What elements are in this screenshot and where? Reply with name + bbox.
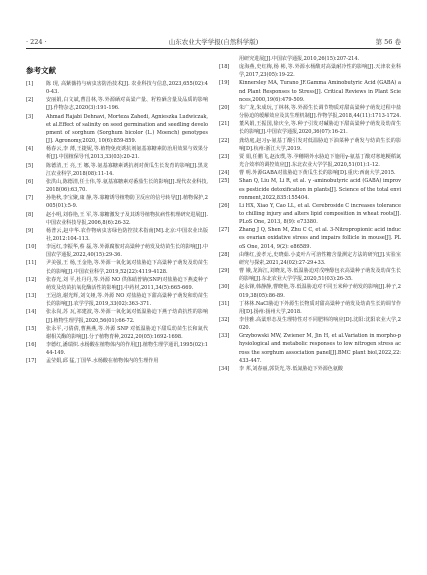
reference-entry	[26, 162, 208, 178]
reference-number: [ 15 ]	[26, 325, 36, 333]
reference-text: Li HX, Xiao Y, Cao LL, et al. Cerebroside C increases tolerance to chilling injury and alters lipid composition in wheat roots[J]. PLoS One, 2013, 8(9): e73380.	[239, 202, 401, 226]
reference-text: 王冠韵,谢光辉,刘文娅,等.外源 NO 对盐胁迫下甜高粱种子萌发和幼苗生长的影响[J].农学学报,2019,33(02):363-371.	[46, 293, 208, 308]
reference-text: Ahmad Rajabi Dehnavi, Morteza Zahedi, Agnieszka Ludwiczak,et al.Effect of salinity on seed germination and seedling development of sorghum (Sorghum bicolor (L.) Moench) genotypes[J]. Agronomy,2020, 10(6):859-859.	[46, 113, 208, 145]
reference-entry	[219, 267, 401, 283]
reference-text: 用研究进展[J].中国农学通报,2010,26(15):207-214.	[239, 56, 360, 62]
reference-entry	[219, 153, 401, 169]
reference-number: [ 31 ]	[219, 300, 229, 308]
reference-number: [ 2 ]	[26, 96, 33, 104]
references-heading: 参考文献	[26, 66, 56, 75]
reference-text: 曹 明.外源GABA对盐胁迫下黄瓜生长的影响[D].重庆:西南大学,2015.	[239, 170, 396, 177]
reference-number: [ 34 ]	[219, 365, 229, 373]
reference-number: [ 24 ]	[219, 169, 229, 177]
references-left-column	[26, 80, 208, 365]
reference-text: 孟莹娟,邱 猛,丁国华.水杨酸在植物体内的生理作用	[46, 358, 159, 365]
reference-entry	[219, 169, 401, 177]
reference-text: 曹 娥,龙海江,刘晓龙,等.低温胁迫对戊唑醇包衣高粱种子萌发及幼苗生长的影响[J].东北农业大学学报,2020,51(03):26-35.	[239, 268, 401, 283]
reference-entry	[26, 194, 208, 210]
reference-text: 丁林林.NaCl胁迫下外源生长物质对甜高粱种子萌发及幼苗生长的调节作用[D].扬州:扬州大学,2018.	[239, 300, 401, 315]
reference-number: [ 12 ]	[26, 276, 36, 284]
reference-entry	[219, 365, 401, 373]
volume-label: 第 56 卷	[375, 38, 401, 46]
reference-entry	[219, 177, 401, 201]
reference-text: 杨普云,赵中华.农作物病虫害绿色防控技术指南[M].北京:中国农业出版社,2012:104-113.	[46, 227, 208, 242]
reference-number: [ 3 ]	[26, 113, 33, 121]
reference-text: 贾 娟,任鹏飞,赵汝璞,等.孕穗期外水胁迫下施用γ-氨基丁酸对寒地粳稻氮光合效率的调控效应[J].东北农业大学学报,2020,51(01):1-12.	[239, 153, 401, 169]
reference-entry	[26, 259, 208, 275]
reference-number: [ 6 ]	[26, 178, 33, 186]
reference-text: Shan Q, Liu M, Li R, et al. γ -aminobutyric acid (GABA) improves pesticide detoxification in plants[J]. Science of the total environment,2022,835:155404.	[239, 178, 401, 201]
reference-number: [ 18 ]	[219, 63, 229, 71]
reference-number: [ 33 ]	[219, 332, 229, 340]
reference-text: 安丽娟,白文斌,曹昌林,等.外源硒对高粱产量、籽粒硒含量及品质的影响[J].作物杂志,2020(3):191-196.	[46, 97, 208, 112]
reference-entry	[26, 178, 208, 194]
reference-text: Zhang J Q, Shen M, Zhu C C, et al. 3-Nitropropionic acid induces ovarian oxidative stress and impairs follicle in mouse[J]. PLoS One, 2014, 9(2): e86589.	[239, 227, 401, 250]
reference-entry	[26, 211, 208, 227]
reference-number: [ 8 ]	[26, 211, 33, 219]
reference-entry	[26, 325, 208, 341]
reference-number: [ 17 ]	[26, 357, 36, 365]
reference-number: [ 28 ]	[219, 251, 229, 259]
reference-number: [ 22 ]	[219, 137, 229, 145]
reference-entry	[219, 316, 401, 332]
reference-number: [ 10 ]	[26, 243, 36, 251]
reference-entry	[219, 104, 401, 120]
reference-number: [ 14 ]	[26, 308, 36, 316]
reference-text: 赵小明,刘春艳,王 军,等.寡糖激发子及其诱导植物抗病性机理研究进展[J].中国农业科技导报,2006,8(6):26-32.	[46, 211, 208, 226]
reference-text: 杨春云,李 薄,王捷妮,等.植物免疫诱抗剂氨基寡糖素防治用效果与效果分析[J].中国植保导刊,2013,33(03):20-21.	[46, 146, 208, 161]
reference-entry	[26, 308, 208, 324]
reference-number: [ 19 ]	[219, 79, 229, 87]
reference-text: 陈 现, 高紫薇持与病虫害防治技术[J]. 农业科技与信息,2023,655(02):40-43.	[46, 81, 208, 96]
reference-text: 庞海燕,史红梅,杨 彬,等.外源水杨酸对高粱耐冷性的影响[J].天津农业科学,2017,23(05):19-22.	[239, 64, 401, 79]
reference-entry	[219, 300, 401, 316]
reference-entry	[219, 55, 401, 63]
reference-text: 董风娟,王振国,徐庆全,等.种子引发对碱胁迫下甜高粱种子萌发及幼苗生长的影响[J].中国农学通报,2020,36(07):16-21.	[239, 121, 401, 136]
running-header	[26, 36, 401, 49]
reference-text: Grzybowski MW, Zwiener M, Jin H, et al.Variation in morpho-physiological and metabolic responses to low nitrogen stress across the sorghum association panel[J].BMC plant biol,2022,22:433-447.	[239, 333, 401, 364]
reference-text: 李远红,李振华,蔡 磊,等.外源腐胺对高粱种子萌发及幼苗生长的影响[J].中国农学通报,2022,40(15):29-36.	[46, 244, 208, 259]
reference-entry	[26, 341, 208, 357]
reference-entry	[26, 227, 208, 243]
reference-number: [ 21 ]	[219, 120, 229, 128]
reference-number: [ 20 ]	[219, 104, 229, 112]
reference-text: 李 邦,刘春丽,郭货光,等.低氮胁迫下外源色氨酸	[239, 365, 343, 372]
reference-number: [ 7 ]	[26, 194, 33, 202]
reference-number: [ 11 ]	[26, 259, 36, 267]
reference-number: [ 16 ]	[26, 341, 36, 349]
reference-number: [ 26 ]	[219, 202, 229, 210]
reference-text: 孙艳秋,李宝聚,康 静,等.寡糖诱导植物防卫反应的信号转导[J].植物保护,2005(01):5-9.	[46, 195, 208, 210]
reference-text: 尹美强,王 杨,王金艳,等.外源一氧化氮对盐胁迫下高粱种子萌发及幼苗生长的影响[J].中国农业科学,2019,52(22):4119-4128.	[46, 260, 208, 275]
reference-text: 由继红,姜孝元,史晓茹.小麦叶片可溶性糖含量测定方法的研究[J].实验室研究与探索,2021,24(02):27-29+33.	[239, 251, 401, 266]
reference-number: [ 13 ]	[26, 292, 36, 300]
reference-entry	[26, 80, 208, 96]
reference-entry	[219, 137, 401, 153]
reference-text: 张永平,刁倩倩,曹燕燕,等.外源 SNP 对低温胁迫下甜瓜幼苗生长和氮代谢相关酶的影响[J].分子植物育种,2022,20(05):1692-1698.	[46, 325, 208, 340]
reference-text: 张洪山,陈德清,任士伟,等.氨基寡糖素对番茄生长的影响[J].现代农业科技,2018(06):63,70.	[46, 178, 208, 194]
reference-text: Kinnersley MA, Turano JF.Gamma Aminobutyric Acid (GABA) and Plant Responses to Stress[J]. Critical Reviews in Plant Sciences,2000,19(6):479-509.	[239, 80, 401, 103]
reference-number: [ 25 ]	[219, 177, 229, 185]
reference-entry	[26, 113, 208, 146]
reference-entry	[26, 96, 208, 112]
reference-number: [ 23 ]	[219, 153, 229, 161]
reference-entry	[219, 283, 401, 299]
reference-entry	[219, 79, 401, 103]
reference-number: [ 32 ]	[219, 316, 229, 324]
reference-entry	[26, 145, 208, 161]
references-right-column	[219, 55, 401, 373]
reference-text: 陈德清,王 亮,王 娜,等.氨基寡糖素诱抗剂对黄瓜生长发育的影响[J].黑龙江农业科学,2018(08):11-14.	[46, 162, 208, 177]
reference-text: 龚幼庭,赵习γ-氨基丁酸引发对低温胁迫下油菜种子萌发与幼苗生长的影响[D].杭州:浙江大学,2019.	[239, 137, 401, 152]
reference-entry	[219, 226, 401, 250]
reference-text: 朱广龙,朱成玩,丁林林,等.外源生长调节物质对甜高粱种子萌发过程中盐分胁迫的缓解效应及其生理机制[J].作物学报,2018,44(11):1713-1724.	[239, 104, 401, 120]
reference-entry	[26, 292, 208, 308]
reference-number: [ 29 ]	[219, 267, 229, 275]
reference-entry	[26, 276, 208, 292]
reference-text: 李德红,潘瑞炽.水杨酸在植物体内的作用[J].植物生理学通讯,1995(02):144-149.	[46, 342, 208, 357]
reference-number: [ 5 ]	[26, 162, 33, 170]
reference-entry	[219, 63, 401, 79]
reference-text: 张永岗,苏 瓦,祁建波,等.外源一氧化氮对低温胁迫下燕子幼苗抗性的影响[J].植物生理学报,2020,56(01):66-72.	[46, 309, 208, 324]
reference-entry	[219, 251, 401, 267]
reference-entry	[219, 120, 401, 136]
reference-entry	[219, 202, 401, 226]
reference-number: [ 9 ]	[26, 227, 33, 235]
reference-text: 赵永锋,韩静静,曹晓艳,等.低温胁迫对不同玉米种子萌发的影响[J].种子,2019,38(05):86-89.	[239, 284, 401, 299]
reference-entry	[219, 332, 401, 365]
reference-number: [ 4 ]	[26, 145, 33, 153]
reference-number: [ 30 ]	[219, 283, 229, 291]
journal-title: 山东农业大学学报(自然科学版)	[168, 38, 259, 46]
reference-entry	[26, 357, 208, 365]
reference-number: [ 1 ]	[26, 80, 33, 88]
reference-text: 张春光,刘 平,杜丹丹,等.外源 NO 供体硝普钠(SNP)对盐胁迫下燕麦种子萌发及幼苗抗氧化酶活性的影响[J].中药材,2011,34(5):665-669.	[46, 276, 208, 291]
reference-entry	[26, 243, 208, 259]
reference-number: [ 27 ]	[219, 226, 229, 234]
page-number: · 224 ·	[26, 38, 47, 46]
reference-text: 李佳雅.高粱形态及生理特性对不同肥料的响应[D].沈阳:沈阳农业大学,2020.	[239, 317, 401, 332]
